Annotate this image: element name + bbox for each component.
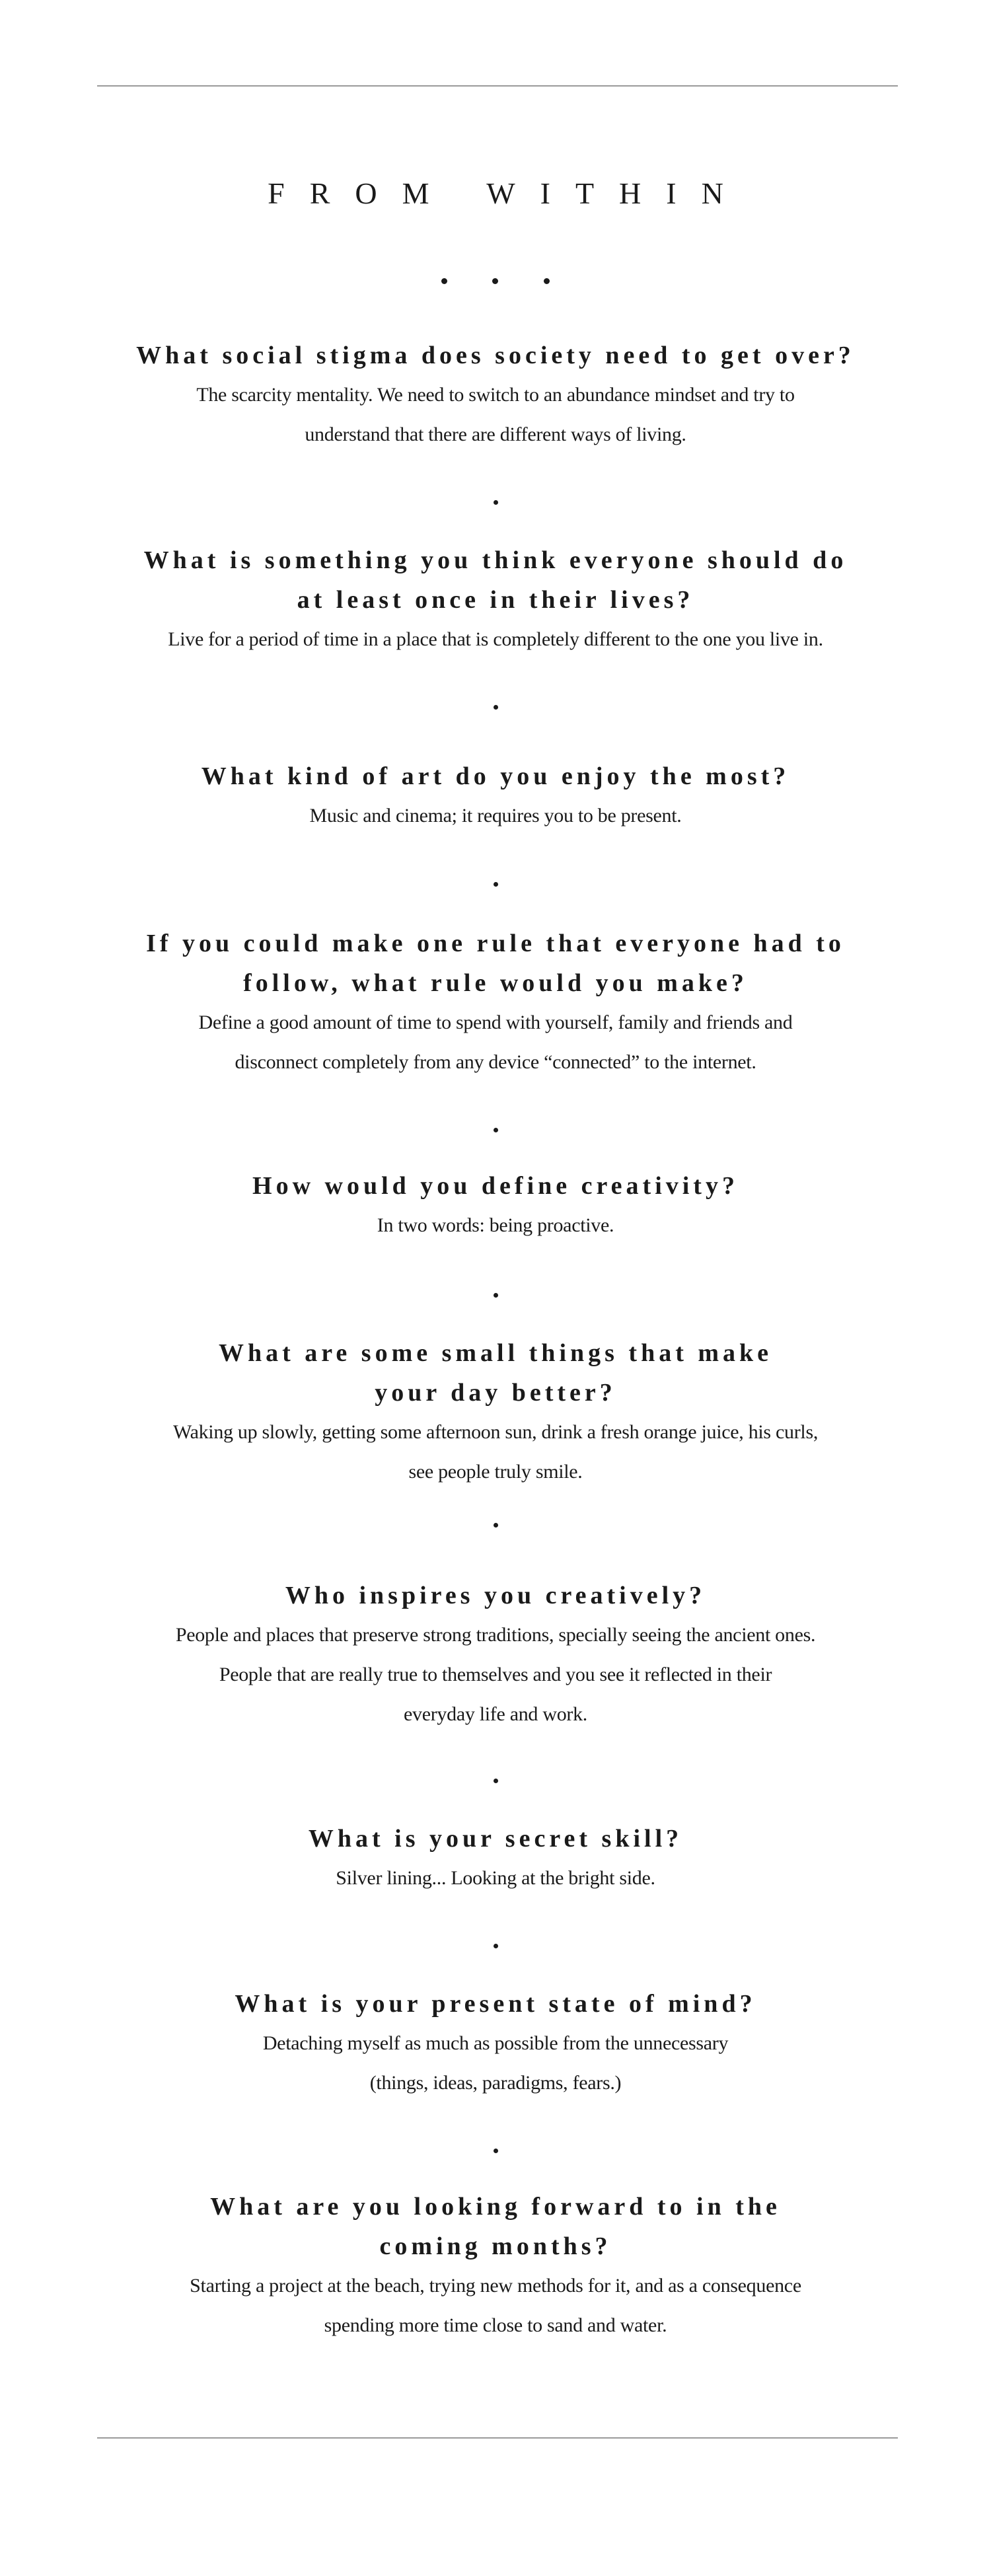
answer-line: Starting a project at the beach, trying new methods for it, and as a consequence [190, 2275, 801, 2297]
answer [79, 1206, 912, 1245]
top-divider [97, 85, 898, 87]
answer [79, 375, 912, 455]
bottom-divider [97, 2437, 898, 2439]
answer [79, 1003, 912, 1082]
separator-dot [494, 2149, 498, 2153]
qa-item [79, 756, 912, 836]
question-line: What is something you think everyone should do [143, 546, 848, 574]
question-line: What social stigma does society need to get over? [136, 342, 855, 369]
answer-line: understand that there are different ways of living. [305, 423, 686, 445]
qa-item [79, 1984, 912, 2103]
title-ornament [0, 264, 991, 299]
question-line: What are some small things that make [218, 1339, 773, 1367]
ornament-dot [492, 278, 498, 284]
answer-line: In two words: being proactive. [377, 1214, 614, 1236]
separator-dot [494, 882, 498, 887]
question [79, 1819, 912, 1858]
qa-item [79, 924, 912, 1082]
question-line: coming months? [379, 2232, 612, 2260]
answer-line: Define a good amount of time to spend with yourself, family and friends and [198, 1012, 793, 1033]
answer [79, 2266, 912, 2345]
separator-dot [494, 1523, 498, 1527]
answer [79, 2024, 912, 2103]
separator-dot [494, 705, 498, 710]
qa-item [79, 2187, 912, 2345]
answer-line: Waking up slowly, getting some afternoon sun, drink a fresh orange juice, his curls, [172, 1421, 819, 1443]
question [79, 336, 912, 375]
question-line: If you could make one rule that everyone had to [146, 930, 845, 957]
answer-line: disconnect completely from any device “connected” to the internet. [235, 1051, 756, 1073]
separator-dot [494, 1293, 498, 1298]
question-line: follow, what rule would you make? [243, 969, 748, 997]
ornament-dot [544, 278, 550, 284]
answer-line: see people truly smile. [408, 1461, 583, 1483]
answer-line: The scarcity mentality. We need to switch to an abundance mindset and try to [196, 384, 795, 406]
question [79, 924, 912, 1003]
question [79, 1166, 912, 1206]
answer [79, 1413, 912, 1492]
ornament-dot [441, 278, 447, 284]
answer-line: People and places that preserve strong traditions, specially seeing the ancient ones. [175, 1624, 816, 1646]
answer-line: Live for a period of time in a place that is completely different to the one you live in. [168, 628, 823, 650]
answer [79, 620, 912, 659]
qa-item [79, 540, 912, 659]
answer-line: People that are really true to themselves and you see it reflected in their [219, 1664, 772, 1685]
question-line: Who inspires you creatively? [285, 1582, 706, 1609]
question [79, 1984, 912, 2024]
question-line: What are you looking forward to in the [210, 2193, 781, 2221]
answer-line: Music and cinema; it requires you to be present. [309, 805, 682, 827]
qa-item [79, 1576, 912, 1734]
question [79, 2187, 912, 2266]
question [79, 756, 912, 796]
answer [79, 796, 912, 836]
separator-dot [494, 1944, 498, 1948]
answer [79, 1858, 912, 1898]
answer-line: (things, ideas, paradigms, fears.) [369, 2072, 622, 2094]
answer-line: Silver lining... Looking at the bright side. [336, 1867, 655, 1889]
answer-line: everyday life and work. [404, 1703, 587, 1725]
question-line: at least once in their lives? [297, 586, 694, 614]
answer-line: Detaching myself as much as possible from the unnecessary [262, 2032, 729, 2054]
separator-dot [494, 1128, 498, 1132]
question [79, 1576, 912, 1615]
qa-item [79, 1333, 912, 1492]
question-line: What is your secret skill? [308, 1825, 683, 1853]
answer-line: spending more time close to sand and water. [324, 2314, 667, 2336]
qa-item [79, 1819, 912, 1898]
answer [79, 1615, 912, 1734]
question-line: What kind of art do you enjoy the most? [201, 762, 790, 790]
question-line: What is your present state of mind? [235, 1990, 756, 2018]
question [79, 1333, 912, 1413]
qa-item [79, 336, 912, 455]
qa-item [79, 1166, 912, 1245]
question-line: your day better? [375, 1379, 616, 1407]
page-title: FROM WITHIN [268, 176, 749, 210]
separator-dot [494, 500, 498, 505]
question [79, 540, 912, 620]
separator-dot [494, 1779, 498, 1783]
question-line: How would you define creativity? [252, 1172, 739, 1200]
